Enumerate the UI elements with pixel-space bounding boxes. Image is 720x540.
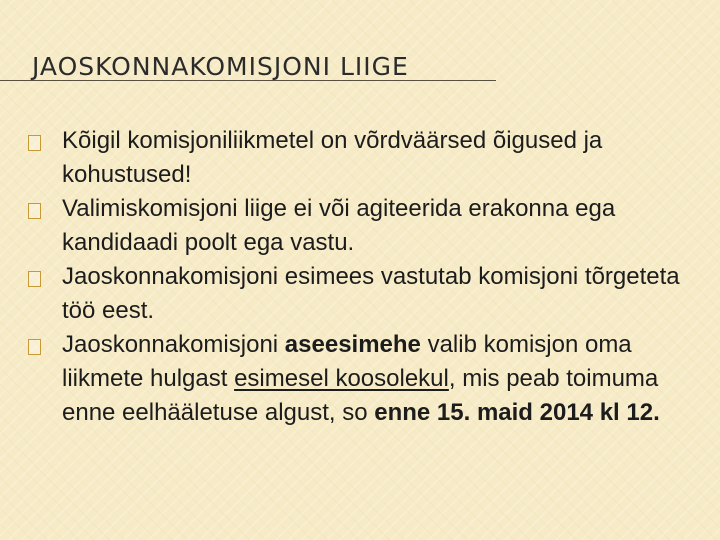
bullet-item-1 (20, 124, 710, 192)
bullet-text: valib komisjon oma liikmete hulgast (62, 331, 632, 392)
title-underline (0, 80, 496, 81)
bullet-text: Jaoskonnakomisjoni esimees vastutab komisjoni tõrgeteta töö eest. (62, 263, 680, 324)
bold-deadline: enne 15. maid 2014 kl 12. (374, 399, 660, 426)
square-bullet-icon (28, 271, 41, 287)
bold-term-aseesimehe: aseesimehe (284, 331, 421, 358)
bullet-list (20, 124, 710, 430)
square-bullet-icon (28, 135, 41, 151)
bullet-text: Valimiskomisjoni liige ei või agiteerida erakonna ega kandidaadi poolt ega vastu. (62, 195, 616, 256)
bullet-text: Kõigil komisjoniliikmetel on võrdväärsed õigused ja kohustused! (62, 127, 603, 188)
bullet-text: Jaoskonnakomisjoni (62, 331, 285, 358)
slide-title: JAOSKONNAKOMISJONI LIIGE (32, 52, 409, 81)
square-bullet-icon (28, 339, 41, 355)
underlined-term-first-meeting: esimesel koosolekul (234, 365, 449, 392)
square-bullet-icon (28, 203, 41, 219)
bullet-item-4 (20, 328, 710, 430)
bullet-item-3 (20, 260, 710, 328)
bullet-item-2 (20, 192, 710, 260)
bullet-text: , mis peab toimuma enne eelhääletuse algust, so (62, 365, 659, 426)
